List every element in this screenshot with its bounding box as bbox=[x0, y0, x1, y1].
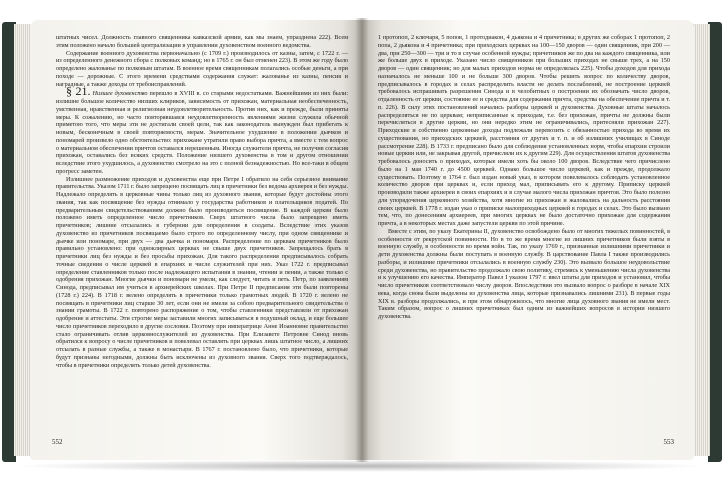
left-page-text bbox=[56, 34, 348, 369]
page-number: 552 bbox=[52, 438, 63, 446]
book-gutter bbox=[355, 18, 369, 462]
section-heading bbox=[56, 84, 349, 175]
paragraph: Излишнее размножение приходов и духовенства еще при Петре I обратило на себя серьезное внимание правительства. Указом 1711 г. было запрещено посвящать лиц в причетники без ведома архиерея и без нужды. Надлежало определять в церковные чины только лиц из духовного звания, которые будут достойны этого звания, так как посвящение без нужды отнимало у государства работников и плательщиков податей. По предварительным свидетельствованиям должно было производиться посвящение. В каждой церкви было положено иметь определенное число причетников. Сверх штатного числа было запрещено иметь причетников; лишние отсылались в губернии для определения в солдаты. Вследствие этих указов духовенство из причетников посвящаемо было строго по определенному числу, при одном священнике и дьячке или пономаре, при двух — два дьячка и пономаря. Распределение по церквам причетников было правильно установлено: при одноклирных церквах не свыше двух причетников. Запрещалось брать в причетники лиц без нужды и без просьбы прихожан. Для такого распределения предписывалось собрать точные сведения о числе церквей в епархиях и числе служителей при них. Указ 1722 г. предписывал определение ставленников только после надлежащего испытания в знании, чтении и пении, а также только с одобрения прихожан. Многие дьячки и пономари не умели, как следует, читать и петь. Петр, по заявлениям Синода, предписывал им учиться в архиерейских школах. При Петре II предписания эти были повторены (1728 г.) 224). В 1718 г. велено определять в причетники только грамотных людей. В 1720 г. велено не посвящать в причетники лиц старше 30 лет, если они не имели за собою предварительного свидетельства о знании грамоты. В 1722 г. повторено распоряжение о том, чтобы ставленники представляли от прихожан одобрение и аттестаты. Эти строгие меры заставили многих записываться в подушный оклад, и еще большее число причетников переходило в другие сословия. Поэтому при императрице Анне Иоанновне правительство стало ограничивать отлив церковнослужителей из духовенства. При Елизавете Петровне Синод вновь обратился к вопросу о числе причетников и повелевал оставлять при церквах лишь штатное число, а лишних отсылать в разные службы, а также в монастыри. В 1767 г. постановлено было, что причетники, которые будут признаны негодными, должны быть исключены из духовного звания. Сверх того подтверждалось, чтобы в причетники определять только детей духовенства. bbox=[56, 175, 348, 369]
right-page-text bbox=[378, 34, 670, 321]
paragraph: 1 протопоп, 2 ключаря, 5 попов, 1 протодиакон, 4 дьякона и 4 причетника; в других же соборах 1 протопоп, 2 попа, 2 дьякона и 4 причетника; при приходских церквах на 100—150 дворов — один священник, при 200 — два, при 250—300 — три и то в случае особенной нужды; причетников же по два на каждого священника, или же больше двух в приходе. Указано число священников при больших приходах не свыше трех, а на 150 дворов — один священник; но для малых приходов норма не определялась 225). Чтобы доходов для прихода назначалось не меньше 100 и не больше 300 дворов. Чтобы решить вопрос по количеству дворов, предписывалось в городах и селах распределить власти не делать послаблений, не построение церквей требовалось испрашивать разрешения Синода и в челобитных о построении их обозначать число дворов, отдаленность от церкви, состояние ее и средства для содержания причта, средства на обеспечение причта и т. п. 226). В силу этих постановлений начались разборы церквей и духовенства. Духовные штаты началось распределяться не по церквам; неприписанные к приходам, т.е. без прихожан, причты не должны были перечисляться в другие церкви, но они нередко этим не ограничивались, притесняли прихожан 227). Приходские и собственно церковные доходы подлежали перевозить с обязанностью прихода во время их существования, но приходских церквей, расстояния от других и т. п. и об излишних училищах в Синоде рассмотрение 228). В 1733 г. предписано было для соблюдения установленных норм, чтобы епархии строили новые церкви или, не закрывая другой, причисляли их к другим 229). Для осуществления штатов духовенства требовалось доносить о приходах, которые имели хоть бы около 100 дворов. Вследствие чего причислено было на 1 мая 1740 г. до 4500 церквей. Однако большое число церквей, как и прежде, продолжало существовать. Поэтому в 1764 г. был издан новый указ, в котором повелевалось соблюдать установленное количество дворов при церквах и, если приход мал, приписывать его к другому. Приписку церквей производили также архиереи в своих епархиях и в случае малого числа прихожан причтов. Это было полезно для упорядочения церковного хозяйства, хотя многие из прихожан и жаловались на дальность расстояния своих церквей. В 1778 г. издан указ о приписке малоприходных церквей в городах и селах. Это было вызвано тем, что, по донесениям архиереев, при многих церквах не было достаточно прихожан для содержания причта, а в некоторых местах даже запустели церкви по этой причине. bbox=[378, 34, 670, 227]
section-text: перешло в XVIII в. со старыми недостатками. Важнейшими из них были: излишне большое количество низших клириков, зависимость от прихожан, материальная необеспеченность, умственная, нравственная и религиозная неудовлетворительность. Против них, как и прежде, были приняты меры. К сожалению, но часто повторявшаяся неудовлетворенность явлениями жизни служила обычной приметою того, что меры эти не достигали своей цели, так как законодатель вынужден был прибегать к новым, бесконечным в своей повторяемости, мерам. Значительное ухудшение в положении дьячков и пономарей произвело одно обстоятельство: прихожане утратили право выбора причта, а вместе с тем вопрос о материальном обеспечении причтов оставался нерешенным. Иногда служители причта, не получив согласия прихожан, оставались без всяких средств. Положение низшего духовенства в том и другом отношении вследствие этого ухудшилось, а духовенство смотрело на это с полной безнадежностью. Но все-таки в общем прогресс заметен. bbox=[56, 90, 349, 175]
paragraph: штатных чисел. Должность главного священника кавказской армии, как мы знаем, упразднена 222). Всем этим положено начало большей централизации в управлении духовенством военного ведомства. bbox=[56, 34, 348, 49]
book-cover-right bbox=[708, 22, 722, 462]
section-title: Низшее духовенство bbox=[92, 90, 148, 98]
paragraph: Содержание военного духовенства первоначально (с 1709 г.) производилось от казны, затем, с 1722 г. — из определенного денежного сбора с полковых команд; но в 1765 г. он был отменен 223). В этом же году было определено жалованье по полковым штатам. В военное время священникам полагались особые деньги, а при походе — дорожные. С этого времени средствами содержания служат: жалованье из казны, пенсия и наградные, а также доходы от требоисправлений. bbox=[56, 49, 348, 88]
paragraph: Вместе с этим, по указу Екатерины II, духовенство освобождено было от многих тяжелых повинностей, в особенности от рекрутской повинности. Но в то же время многие из лишних причетников были взяты в военную службу, в особенности во время войн. Так, по указу 1769 г., признанные излишними причетники и дети духовенства должны были поступать в военную службу. В царствование Павла I также производились разборы, и излишние причетники отсылались в военную службу 230). Это вызвало большое неудовольствие среди духовенства, но правительство продолжало свою политику, стремясь к уменьшению числа духовенства и к улучшению его качества. Император Павел I указом 1797 г. ввел штаты для приходов и установил, чтобы число причетников соответствовало числу дворов. Впоследствии это вызвало вопрос о разборе в начале XIX века, когда снова были выделены из духовенства лица, которые признавались лишними 231). В первые годы XIX в. разборы продолжались, и при этом обнаружилось, что многие лица духовного звания не имели мест. Таким образом, вопрос о лишних причетниках был одним из важнейших вопросов в истории низшего духовенства. bbox=[378, 227, 670, 320]
section-number: § 21. bbox=[66, 84, 91, 99]
left-page bbox=[30, 20, 362, 460]
right-page bbox=[362, 20, 694, 460]
page-number: 553 bbox=[663, 438, 674, 446]
